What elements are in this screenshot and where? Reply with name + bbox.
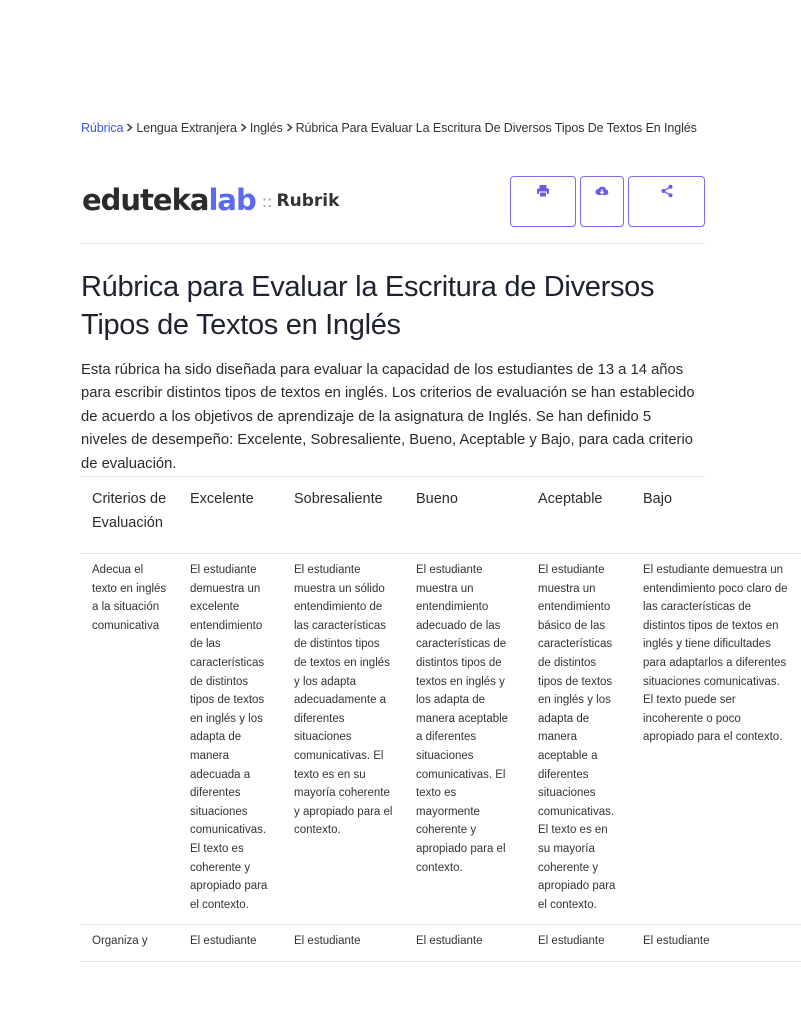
share-icon (660, 184, 674, 203)
table-cell: El estudiante (283, 925, 405, 962)
chevron-right-icon (240, 121, 247, 135)
table-cell: El estudiante (527, 925, 632, 962)
table-cell: El estudiante demuestra un excelente entendimiento de las características de distintos tipos de textos en inglés y los adapta de manera adecuada a diferentes situaciones comunicativas. El texto es coherente y apropiado para el contexto. (179, 554, 283, 925)
column-header-sobresaliente: Sobresaliente (283, 477, 405, 554)
table-row (81, 925, 801, 962)
column-header-bueno: Bueno (405, 477, 527, 554)
eduteka-lab-logo[interactable] (82, 182, 339, 218)
rubric-description: Esta rúbrica ha sido diseñada para evaluar la capacidad de los estudiantes de 13 a 14 años para escribir distintos tipos de textos en inglés. Los criterios de evaluación se han establecido de acuerdo a los objetivos de aprendizaje de la asignatura de Inglés. Se han definido 5 niveles de desempeño: Excelente, Sobresaliente, Bueno, Aceptable y Bajo, para cada criterio de evaluación. (81, 362, 695, 472)
cloud-download-icon (595, 184, 609, 203)
column-header-aceptable: Aceptable (527, 477, 632, 554)
table-cell: El estudiante (405, 925, 527, 962)
breadcrumb-link-ingles[interactable]: Inglés (249, 121, 283, 135)
column-header-excelente: Excelente (179, 477, 283, 554)
criterion-cell: Adecua el texto en inglés a la situación comunicativa (81, 554, 179, 925)
header-divider (81, 243, 705, 244)
table-row (81, 554, 801, 925)
rubric-table-container[interactable] (81, 476, 788, 1025)
logo-separator: :: (261, 191, 273, 211)
logo-text-rubrik: Rubrik (276, 191, 340, 211)
printer-icon (536, 184, 550, 203)
breadcrumb-link-rubrica[interactable]: Rúbrica (81, 121, 124, 135)
chevron-right-icon (286, 121, 293, 135)
breadcrumb-current: Rúbrica Para Evaluar La Escritura De Diversos Tipos De Textos En Inglés (295, 121, 697, 135)
breadcrumb-link-lengua-extranjera[interactable]: Lengua Extranjera (136, 121, 237, 135)
table-cell: El estudiante (179, 925, 283, 962)
criterion-cell: Organiza y (81, 925, 179, 962)
share-button[interactable] (628, 176, 705, 227)
download-button[interactable] (580, 176, 624, 227)
chevron-right-icon (126, 121, 133, 135)
breadcrumb (81, 121, 697, 135)
column-header-criterios: Criterios de Evaluación (81, 477, 179, 554)
rubric-table (81, 477, 801, 962)
table-header-row (81, 477, 801, 554)
logo-text-eduteka: eduteka (82, 183, 209, 217)
table-cell: El estudiante demuestra un entendimiento poco claro de las características de distintos tipos de textos en inglés y tiene dificultades para adaptarlos a diferentes situaciones comunicativas. El texto puede ser incoherente o poco apropiado para el contexto. (632, 554, 801, 925)
column-header-bajo: Bajo (632, 477, 801, 554)
logo-text-lab: lab (208, 183, 256, 217)
page-header (81, 170, 705, 230)
table-cell: El estudiante (632, 925, 801, 962)
table-cell: El estudiante muestra un entendimiento adecuado de las características de distintos tipos de textos en inglés y los adapta de manera aceptable a diferentes situaciones comunicativas. El texto es mayormente coherente y apropiado para el contexto. (405, 554, 527, 925)
print-button[interactable] (510, 176, 576, 227)
page-title: Rúbrica para Evaluar la Escritura de Diversos Tipos de Textos en Inglés (81, 271, 655, 341)
table-cell: El estudiante muestra un entendimiento básico de las características de distintos tipos de textos en inglés y los adapta de manera aceptable a diferentes situaciones comunicativas. El texto es en su mayoría coherente y apropiado para el contexto. (527, 554, 632, 925)
table-cell: El estudiante muestra un sólido entendimiento de las características de distintos tipos de textos en inglés y los adapta adecuadamente a diferentes situaciones comunicativas. El texto es en su mayoría coherente y apropiado para el contexto. (283, 554, 405, 925)
